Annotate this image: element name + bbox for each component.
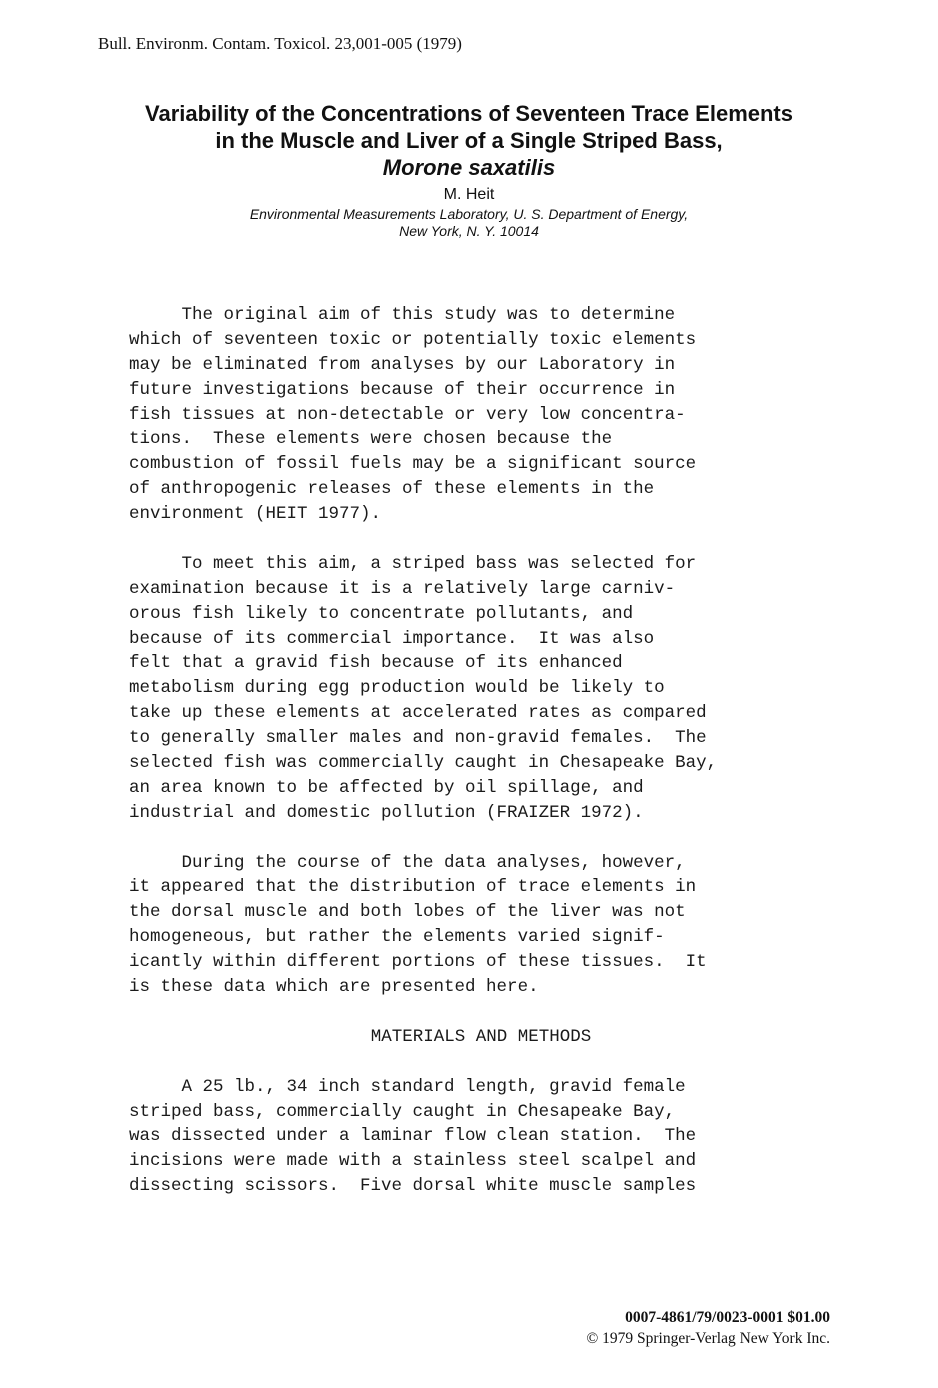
text-line: the dorsal muscle and both lobes of the liver was not	[129, 902, 686, 923]
text-line: industrial and domestic pollution (FRAIZER 1972).	[129, 802, 644, 823]
text-line: During the course of the data analyses, however,	[129, 852, 686, 873]
text-line: incisions were made with a stainless steel scalpel and	[129, 1151, 697, 1172]
title-line-2: in the Muscle and Liver of a Single Striped Bass,	[215, 128, 723, 153]
text-line: was dissected under a laminar flow clean station. The	[129, 1126, 697, 1147]
title-block	[60, 100, 878, 240]
paragraph-3	[129, 851, 889, 1000]
text-line: an area known to be affected by oil spillage, and	[129, 777, 644, 798]
text-line: metabolism during egg production would be likely to	[129, 678, 665, 699]
title-species-name: Morone saxatilis	[382, 155, 556, 180]
text-line: combustion of fossil fuels may be a significant source	[129, 454, 697, 475]
section-heading: MATERIALS AND METHODS	[370, 1026, 592, 1047]
body-text	[129, 303, 889, 1224]
text-line: selected fish was commercially caught in Chesapeake Bay,	[129, 753, 718, 774]
text-line: orous fish likely to concentrate pollutants, and	[129, 603, 634, 624]
text-line: striped bass, commercially caught in Chesapeake Bay,	[129, 1101, 676, 1122]
journal-citation: Bull. Environm. Contam. Toxicol. 23,001-005 (1979)	[98, 34, 462, 53]
text-line: tions. These elements were chosen because the	[129, 429, 613, 450]
text-line: environment (HEIT 1977).	[129, 504, 382, 525]
text-line: homogeneous, but rather the elements varied signif-	[129, 927, 665, 948]
footer-code: 0007-4861/79/0023-0001 $01.00	[625, 1309, 830, 1326]
text-line: of anthropogenic releases of these elements in the	[129, 479, 655, 500]
text-line: icantly within different portions of these tissues. It	[129, 952, 707, 973]
text-line: because of its commercial importance. It was also	[129, 628, 655, 649]
text-line: future investigations because of their occurrence in	[129, 379, 676, 400]
text-line: felt that a gravid fish because of its enhanced	[129, 653, 623, 674]
text-line: to generally smaller males and non-gravid females. The	[129, 728, 707, 749]
footer-copyright: © 1979 Springer-Verlag New York Inc.	[586, 1330, 830, 1347]
paragraph-2	[129, 552, 889, 826]
text-line: To meet this aim, a striped bass was selected for	[129, 553, 697, 574]
text-line: The original aim of this study was to determine	[129, 305, 676, 325]
author-name: M. Heit	[443, 186, 495, 203]
text-line: may be eliminated from analyses by our Laboratory in	[129, 354, 676, 375]
text-line: is these data which are presented here.	[129, 977, 539, 998]
text-line: examination because it is a relatively large carniv-	[129, 578, 676, 599]
text-line: fish tissues at non-detectable or very low concentra-	[129, 404, 686, 425]
paragraph-1	[129, 303, 889, 527]
text-line: A 25 lb., 34 inch standard length, gravid female	[129, 1076, 686, 1097]
footer	[587, 1307, 831, 1349]
affiliation-line-1: Environmental Measurements Laboratory, U. S. Department of Energy,	[249, 206, 689, 222]
text-line: which of seventeen toxic or potentially toxic elements	[129, 329, 697, 350]
text-line: take up these elements at accelerated rates as compared	[129, 703, 707, 724]
methods-paragraph	[129, 1075, 889, 1199]
text-line: it appeared that the distribution of trace elements in	[129, 877, 697, 898]
title-line-1: Variability of the Concentrations of Seventeen Trace Elements	[145, 101, 793, 126]
affiliation-line-2: New York, N. Y. 10014	[399, 223, 539, 239]
text-line: dissecting scissors. Five dorsal white muscle samples	[129, 1176, 697, 1197]
